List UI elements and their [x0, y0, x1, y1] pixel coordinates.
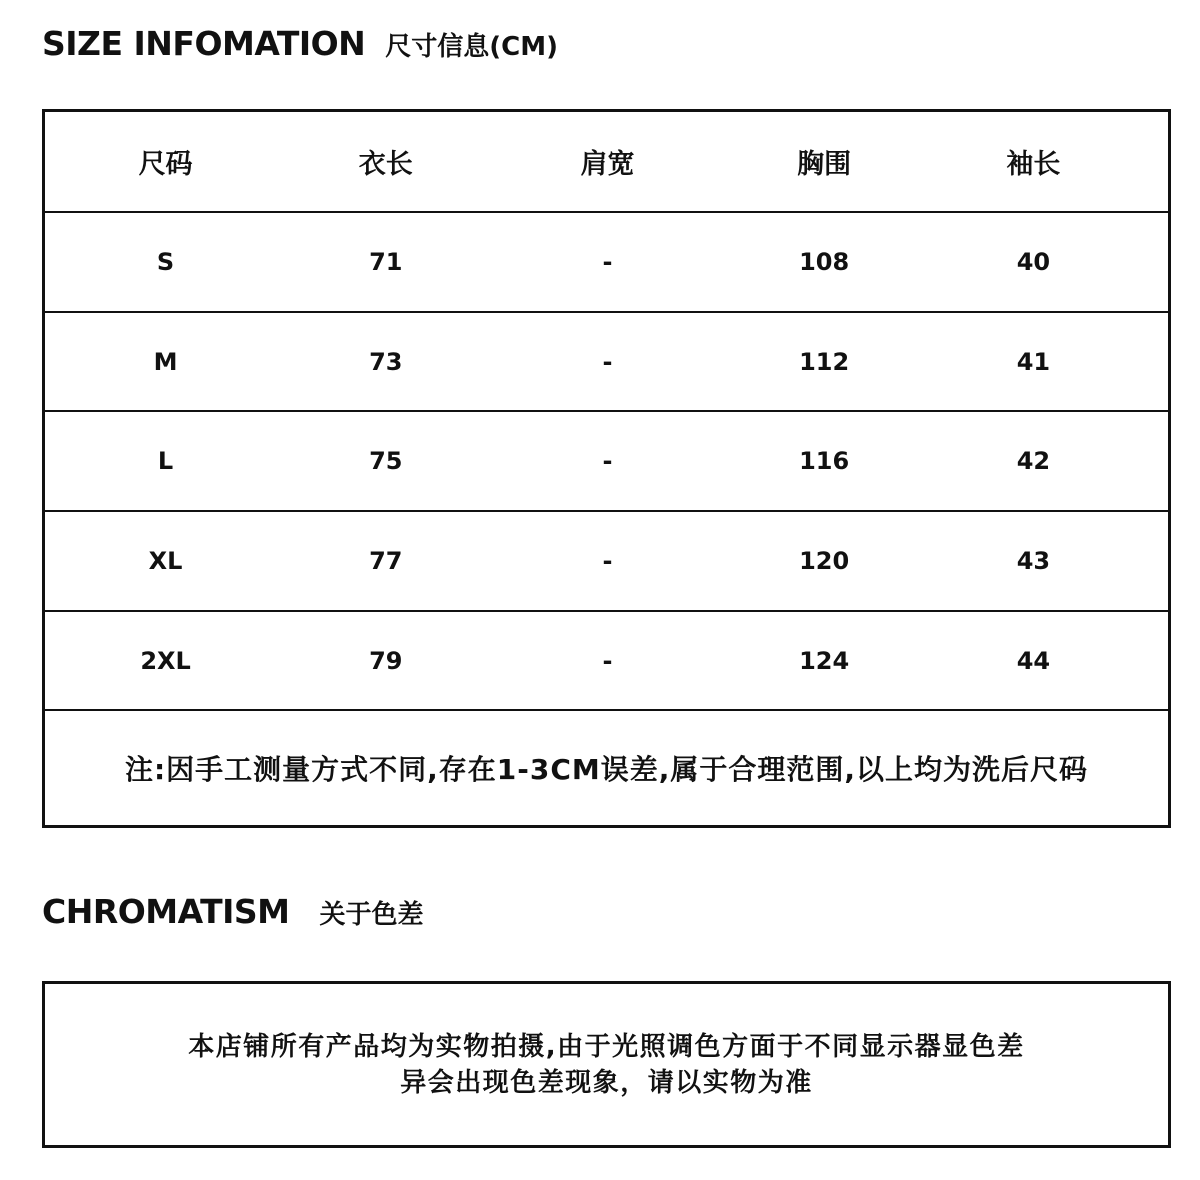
cell-size: XL [148, 546, 183, 575]
cell-chest: 108 [799, 247, 850, 276]
cell-size: 2XL [140, 646, 191, 675]
cell-shoulder: - [602, 646, 613, 675]
cell-length: 71 [369, 247, 403, 276]
cell-shoulder: - [602, 247, 613, 276]
cell-length: 79 [369, 646, 403, 675]
chromatism-title-en: CHROMATISM [42, 892, 290, 931]
cell-length: 73 [369, 347, 403, 376]
chromatism-box [42, 981, 1171, 1148]
cell-sleeve: 43 [1016, 546, 1051, 575]
cell-chest: 124 [799, 646, 850, 675]
table-row [45, 213, 1168, 313]
cell-chest: 120 [799, 546, 850, 575]
cell-shoulder: - [602, 447, 613, 476]
size-info-title [42, 24, 558, 63]
cell-shoulder: - [602, 546, 613, 575]
cell-size: S [156, 247, 175, 276]
cell-length: 77 [369, 546, 403, 575]
cell-size: M [153, 347, 178, 376]
cell-sleeve: 41 [1016, 347, 1051, 376]
size-info-title-zh: 尺寸信息(CM) [385, 32, 559, 62]
cell-sleeve: 42 [1016, 447, 1051, 476]
header-length: 衣长 [358, 149, 413, 180]
table-header-row [45, 112, 1168, 213]
cell-length: 75 [369, 447, 403, 476]
table-row [45, 512, 1168, 612]
cell-shoulder: - [602, 347, 613, 376]
table-row [45, 313, 1168, 413]
header-chest: 胸围 [797, 149, 852, 180]
cell-sleeve: 44 [1016, 646, 1051, 675]
chromatism-title [42, 892, 424, 931]
chromatism-text-line2: 异会出现色差现象，请以实物为准 [400, 1067, 813, 1098]
header-size: 尺码 [138, 149, 193, 180]
header-sleeve: 袖长 [1006, 149, 1061, 180]
cell-size: L [157, 447, 174, 476]
cell-chest: 116 [799, 447, 850, 476]
cell-chest: 112 [799, 347, 850, 376]
header-shoulder: 肩宽 [580, 149, 635, 180]
cell-sleeve: 40 [1016, 247, 1051, 276]
measurement-note: 注:因手工测量方式不同,存在1-3CM误差,属于合理范围,以上均为洗后尺码 [124, 753, 1089, 787]
size-info-title-en: SIZE INFOMATION [42, 24, 366, 63]
chromatism-title-zh: 关于色差 [319, 900, 424, 930]
table-row [45, 412, 1168, 512]
size-table [42, 109, 1171, 828]
chromatism-text-line1: 本店铺所有产品均为实物拍摄,由于光照调色方面于不同显示器显色差 [188, 1031, 1025, 1062]
table-row [45, 612, 1168, 712]
